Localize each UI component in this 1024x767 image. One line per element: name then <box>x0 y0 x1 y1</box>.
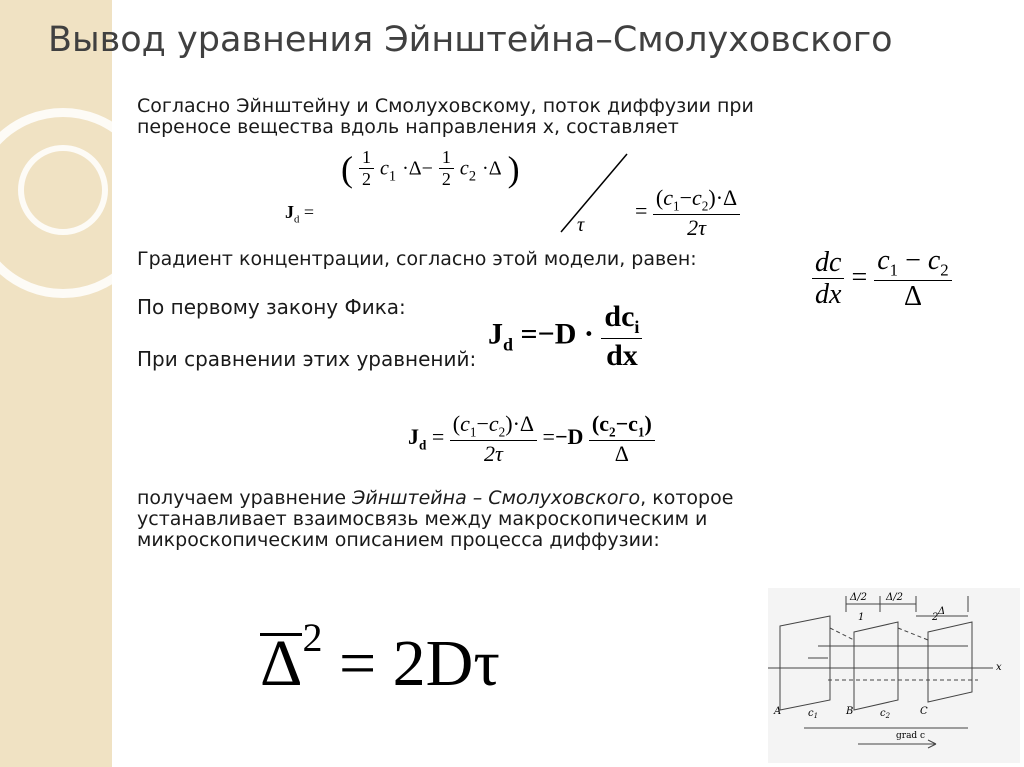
fig-label-grad: grad c <box>896 731 926 741</box>
paragraph-conclusion-line1: получаем уравнение Эйнштейна – Смолуховского, которое <box>137 487 734 509</box>
diffusion-model-figure <box>768 588 1020 763</box>
slide-title: Вывод уравнения Эйнштейна–Смолуховского <box>48 20 893 60</box>
formula-compare: $J_d$ = $\frac{(c_1-c_2)\cdot\Delta}{2\tau}$ =−D $\frac{(c_2-c_1)}{\Delta}$ <box>408 412 655 466</box>
fig-label-2: 2 <box>932 612 939 623</box>
paragraph-flux <box>137 96 754 138</box>
formula-gradient: $\frac{dc}{dx}$ = $\frac{c_1 - c_2}{\Delta}$ <box>812 246 952 313</box>
fig-label-c1: $c_1$ <box>808 708 819 720</box>
fig-label-B: B <box>846 706 854 717</box>
sidebar-decoration <box>0 0 112 767</box>
paragraph-fick: По первому закону Фика: <box>137 295 406 319</box>
fig-label-A: A <box>774 706 782 717</box>
fig-label-half1: Δ/2 <box>850 592 867 603</box>
formula-flux: $J_d$ = ( $\frac{1}{2}$ $c_1 \cdot\Delta-$ $\frac{1}{2}$ $c_2 \cdot\Delta$ ) τ = $\frac{(c_1-c_2)\cdot\Delta}{2\tau}$ <box>285 148 785 246</box>
paragraph-conclusion-line2: устанавливает взаимосвязь между макроскопическим и <box>137 508 708 530</box>
decorative-circle-inner <box>18 145 108 235</box>
fig-label-c2: $c_2$ <box>880 708 891 720</box>
fig-label-C: C <box>920 706 928 717</box>
formula-einstein-smoluchowski: $\Delta^2 = 2D\tau$ <box>260 615 500 700</box>
paragraph-flux-line1: Согласно Эйнштейну и Смолуховскому, поток диффузии при <box>137 95 754 117</box>
paragraph-conclusion-line3: микроскопическим описанием процесса диффузии: <box>137 529 660 551</box>
paragraph-flux-line2: переносе вещества вдоль направления х, составляет <box>137 116 679 138</box>
fig-label-delta: Δ <box>938 606 946 617</box>
fraction-slash <box>555 152 635 238</box>
paragraph-compare: При сравнении этих уравнений: <box>137 347 477 371</box>
fig-label-x: x <box>996 662 1002 673</box>
fig-label-1: 1 <box>858 612 865 623</box>
fig-label-half2: Δ/2 <box>886 592 903 603</box>
paragraph-conclusion <box>137 488 733 551</box>
formula-fick: $J_d =-D$ · $\frac{dc_i}{dx}$ <box>488 300 642 373</box>
paragraph-gradient: Градиент концентрации, согласно этой модели, равен: <box>137 248 697 270</box>
